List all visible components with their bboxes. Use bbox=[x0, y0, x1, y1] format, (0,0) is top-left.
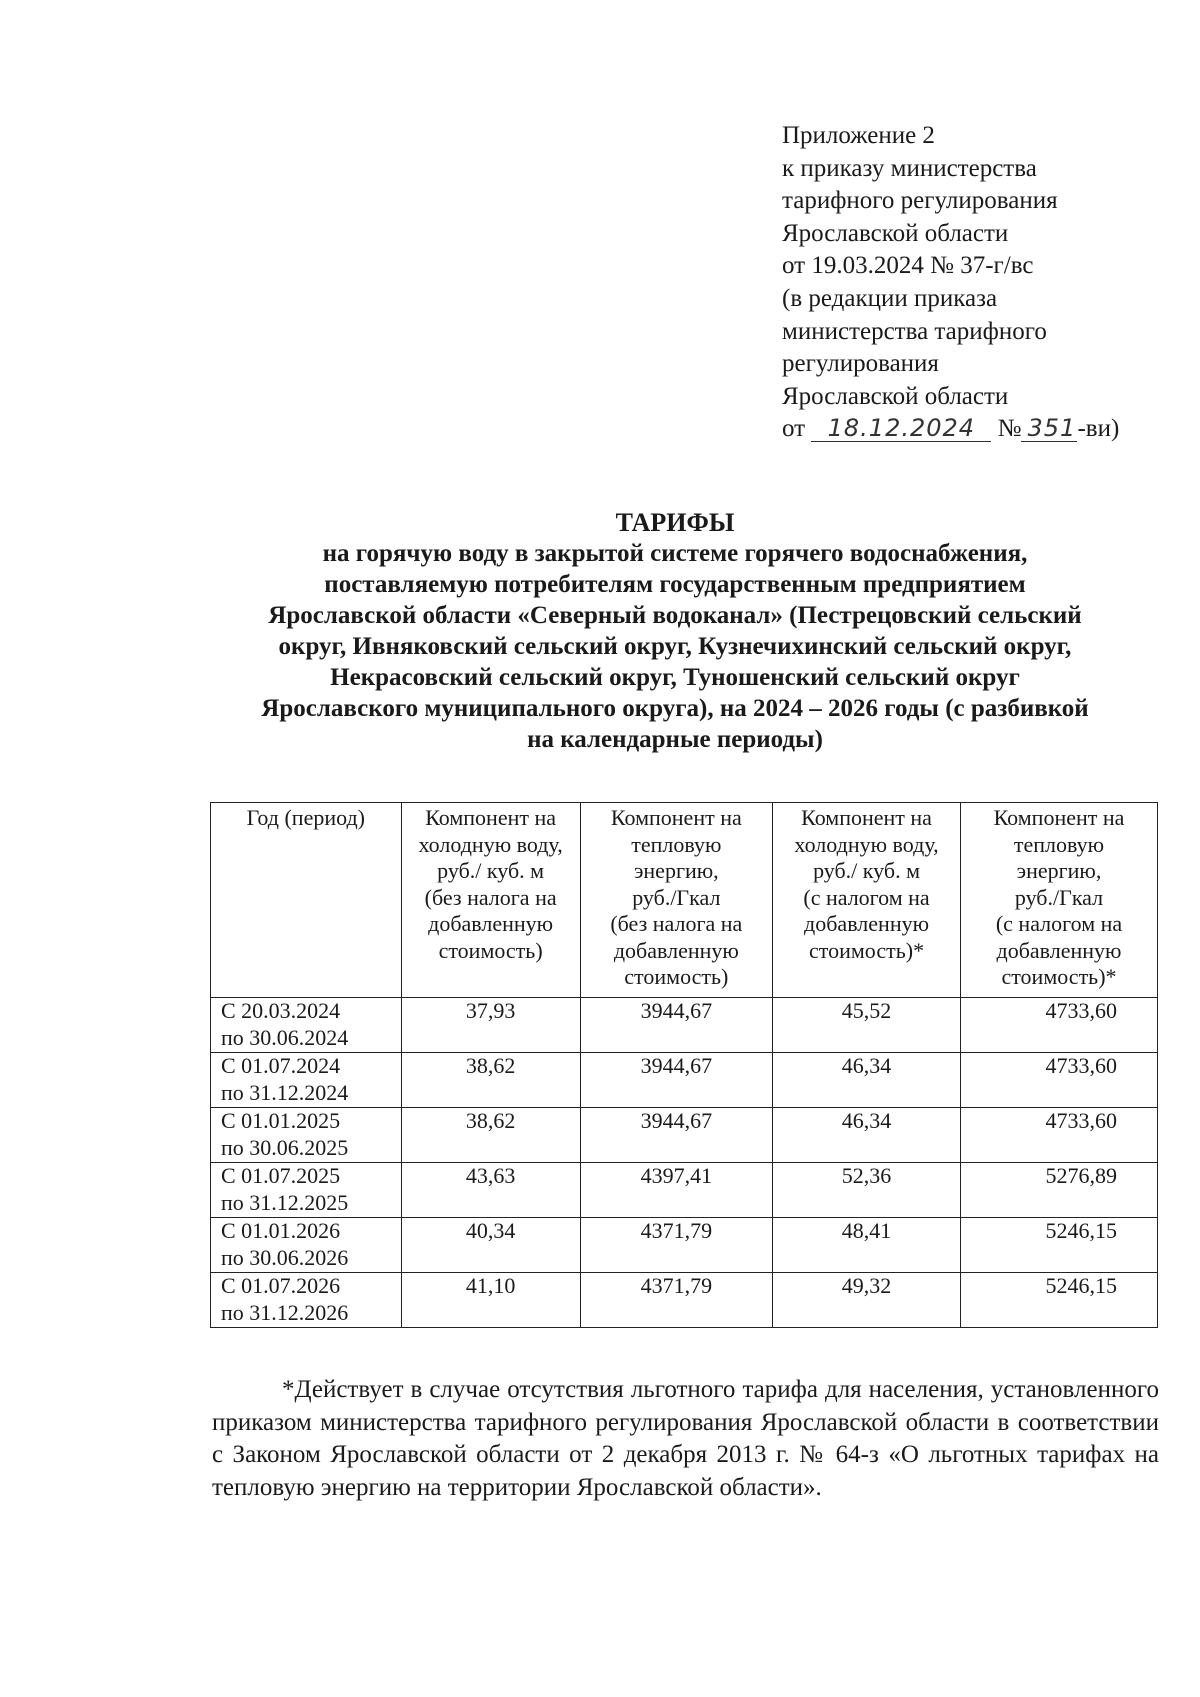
footnote-text: *Действует в случае отсутствия льготного тарифа для населения, установленного приказом министерства тарифного регулирования Ярославской области в соответствии с Законом Ярославской области от 2 декабря 2013 г. № 64-з «О льготных тарифах на тепловую энергию на территории Ярославской области». bbox=[212, 1376, 1159, 1501]
header-line: Компонент на bbox=[801, 805, 932, 830]
value-cell: 37,93 bbox=[401, 998, 580, 1053]
header-line: руб./Гкал bbox=[632, 884, 721, 910]
header-cold-water-vat bbox=[773, 803, 961, 998]
title-line: Ярославского муниципального округа), на 2024 – 2026 годы (с разбивкой bbox=[261, 695, 1089, 722]
value-cell: 38,62 bbox=[401, 1053, 580, 1108]
title-line: Ярославской области «Северный водоканал» (Пестрецовский сельский bbox=[268, 602, 1082, 629]
title-main: ТАРИФЫ bbox=[615, 508, 735, 537]
header-line: стоимость)* bbox=[809, 937, 925, 963]
table-header-row bbox=[211, 803, 1158, 998]
period-cell bbox=[211, 1218, 402, 1273]
header-line: добавленную bbox=[804, 911, 930, 936]
title-line: на горячую воду в закрытой системе горячего водоснабжения, bbox=[322, 540, 1028, 567]
appendix-line: регулирования bbox=[782, 350, 939, 378]
header-line: стоимость) bbox=[624, 964, 729, 989]
header-line: (без налога на bbox=[424, 884, 557, 910]
header-line: Компонент на bbox=[993, 805, 1125, 830]
period-cell bbox=[211, 1108, 402, 1163]
header-period bbox=[211, 803, 402, 998]
value-cell: 46,34 bbox=[773, 1053, 961, 1108]
value-cell: 38,62 bbox=[401, 1108, 580, 1163]
appendix-last-line bbox=[782, 413, 1182, 446]
header-line: тепловую bbox=[1013, 831, 1105, 857]
period-start: С 01.07.2026 bbox=[221, 1273, 341, 1298]
table-row bbox=[211, 1273, 1158, 1328]
value-cell: 49,32 bbox=[773, 1273, 961, 1328]
header-line: стоимость)* bbox=[1001, 964, 1117, 989]
table-row bbox=[211, 1108, 1158, 1163]
appendix-from: от bbox=[782, 415, 806, 443]
tariffs-table bbox=[210, 802, 1158, 1328]
header-line: руб./ куб. м bbox=[813, 858, 920, 883]
header-line: руб./Гкал bbox=[1014, 884, 1104, 910]
value-cell: 4371,79 bbox=[580, 1273, 772, 1328]
value-cell: 4733,60 bbox=[961, 1053, 1158, 1108]
header-line: холодную воду, bbox=[794, 831, 939, 857]
table-row bbox=[211, 1163, 1158, 1218]
value-cell: 5246,15 bbox=[961, 1218, 1158, 1273]
appendix-line: тарифного регулирования bbox=[782, 187, 1058, 215]
value-cell: 3944,67 bbox=[580, 1053, 772, 1108]
document-title bbox=[205, 507, 1145, 755]
value-cell: 5276,89 bbox=[961, 1163, 1158, 1218]
value-cell: 52,36 bbox=[773, 1163, 961, 1218]
period-end: по 30.06.2025 bbox=[221, 1134, 349, 1160]
title-line: на календарные периоды) bbox=[527, 726, 823, 753]
table-row bbox=[211, 1218, 1158, 1273]
header-line: Компонент на bbox=[610, 805, 742, 830]
footnote bbox=[212, 1374, 1159, 1504]
period-start: С 01.07.2024 bbox=[221, 1053, 341, 1078]
period-cell bbox=[211, 998, 402, 1053]
table-row bbox=[211, 998, 1158, 1053]
header-line: энергию, bbox=[633, 858, 719, 883]
title-line: поставляемую потребителям государственным предприятием bbox=[324, 571, 1026, 598]
header-line: энергию, bbox=[1016, 858, 1102, 883]
header-line: Компонент на bbox=[425, 805, 557, 830]
value-cell: 5246,15 bbox=[961, 1273, 1158, 1328]
appendix-line: Ярославской области bbox=[782, 219, 1009, 247]
table-row bbox=[211, 1053, 1158, 1108]
period-end: по 30.06.2024 bbox=[221, 1024, 349, 1050]
appendix-suffix: -ви) bbox=[1077, 415, 1120, 443]
header-heat-no-vat bbox=[580, 803, 772, 998]
value-cell: 48,41 bbox=[773, 1218, 961, 1273]
value-cell: 4733,60 bbox=[961, 998, 1158, 1053]
period-end: по 31.12.2025 bbox=[221, 1189, 349, 1215]
header-line: (с налогом на bbox=[803, 884, 930, 910]
header-line: тепловую bbox=[631, 831, 722, 857]
number-sign: № bbox=[997, 415, 1022, 443]
value-cell: 46,34 bbox=[773, 1108, 961, 1163]
appendix-line: к приказу министерства bbox=[782, 154, 1037, 182]
period-start: С 01.01.2026 bbox=[221, 1218, 341, 1243]
period-start: С 20.03.2024 bbox=[221, 998, 341, 1023]
period-cell bbox=[211, 1273, 402, 1328]
title-line: Некрасовский сельский округ, Туношенский сельский округ bbox=[330, 664, 1020, 691]
value-cell: 3944,67 bbox=[580, 998, 772, 1053]
appendix-line: (в редакции приказа bbox=[782, 284, 998, 312]
period-start: С 01.07.2025 bbox=[221, 1163, 341, 1188]
header-line: холодную воду, bbox=[418, 831, 563, 857]
header-line: (без налога на bbox=[610, 911, 743, 936]
handwritten-number: 351 bbox=[1021, 415, 1077, 442]
period-cell bbox=[211, 1053, 402, 1108]
period-cell bbox=[211, 1163, 402, 1218]
header-line: добавленную bbox=[613, 937, 739, 963]
appendix-line: министерства тарифного bbox=[782, 317, 1047, 345]
value-cell: 3944,67 bbox=[580, 1108, 772, 1163]
value-cell: 41,10 bbox=[401, 1273, 580, 1328]
header-heat-vat bbox=[961, 803, 1158, 998]
period-start: С 01.01.2025 bbox=[221, 1108, 341, 1133]
period-end: по 31.12.2026 bbox=[221, 1299, 349, 1325]
period-end: по 31.12.2024 bbox=[221, 1079, 349, 1105]
header-line: Год (период) bbox=[246, 805, 365, 830]
period-end: по 30.06.2026 bbox=[221, 1244, 349, 1270]
header-cold-water-no-vat bbox=[401, 803, 580, 998]
header-line: руб./ куб. м bbox=[437, 858, 545, 883]
appendix-line: Ярославской области bbox=[782, 382, 1009, 410]
value-cell: 4397,41 bbox=[580, 1163, 772, 1218]
value-cell: 43,63 bbox=[401, 1163, 580, 1218]
header-line: добавленную bbox=[996, 937, 1122, 963]
handwritten-date: 18.12.2024 bbox=[811, 415, 991, 442]
value-cell: 45,52 bbox=[773, 998, 961, 1053]
appendix-block bbox=[782, 120, 1182, 446]
header-line: добавленную bbox=[428, 911, 554, 936]
appendix-line: от 19.03.2024 № 37-г/вс bbox=[782, 252, 1034, 280]
value-cell: 40,34 bbox=[401, 1218, 580, 1273]
header-line: (с налогом на bbox=[995, 911, 1123, 936]
header-line: стоимость) bbox=[438, 937, 543, 963]
title-line: округ, Ивняковский сельский округ, Кузнечихинский сельский округ, bbox=[278, 633, 1072, 660]
value-cell: 4733,60 bbox=[961, 1108, 1158, 1163]
value-cell: 4371,79 bbox=[580, 1218, 772, 1273]
appendix-line: Приложение 2 bbox=[782, 122, 935, 149]
